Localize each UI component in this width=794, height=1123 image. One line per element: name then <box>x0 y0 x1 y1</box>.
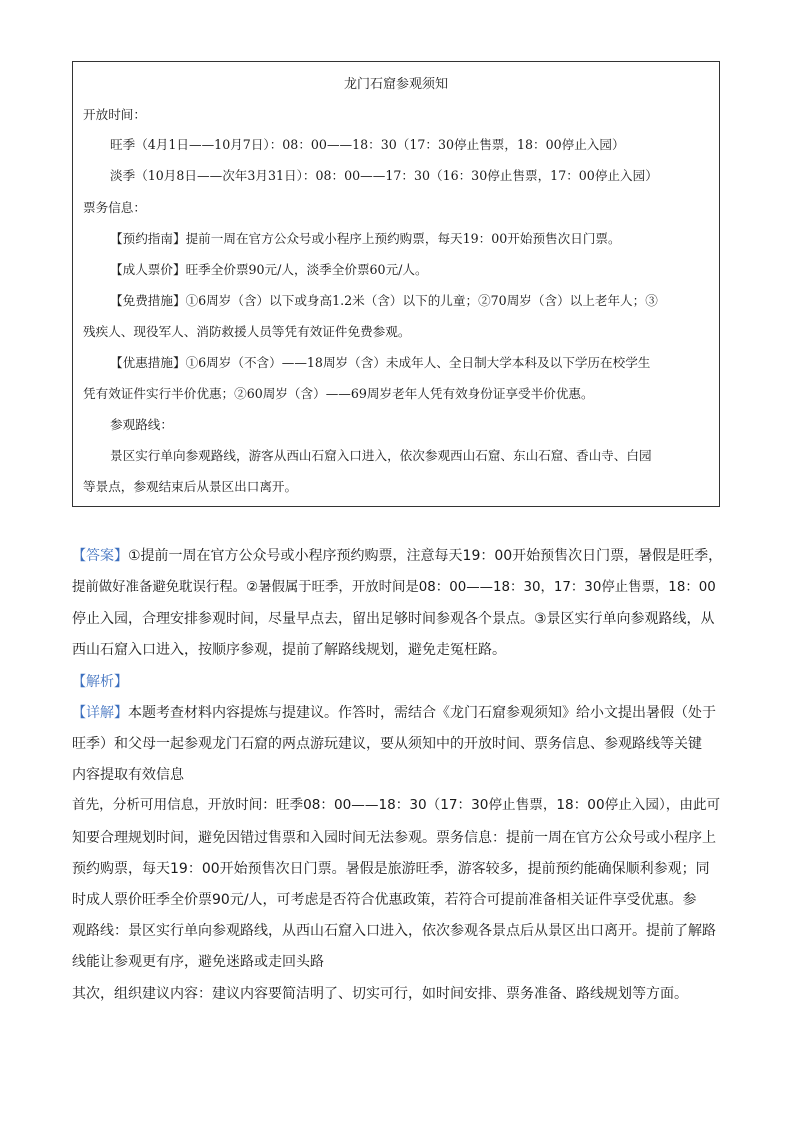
notice-box <box>72 61 720 507</box>
answer-line-1: 【答案】①提前一周在官方公众号或小程序预约购票，注意每天19：00开始预售次日门票，暑假是旺季， <box>72 548 723 564</box>
detail-line-3: 内容提取有效信息 <box>72 767 184 783</box>
off-season-line: 淡季（10月8日——次年3月31日）：08：00——17：30（16：30停止售票，17：00停止入园） <box>110 168 658 183</box>
open-time-label: 开放时间： <box>83 107 146 122</box>
detail-line-1: 【详解】本题考查材料内容提炼与提建议。作答时，需结合《龙门石窟参观须知》给小文提出暑假（处于 <box>72 705 716 721</box>
analysis-para-line-6: 线能让参观更有序，避免迷路或走回头路 <box>72 954 324 970</box>
discount-measures-line-1: 【优惠措施】①6周岁（不含）——18周岁（含）未成年人、全日制大学本科及以下学历在校学生 <box>110 355 651 370</box>
notice-title: 龙门石窟参观须知 <box>343 77 448 92</box>
answer-line-4: 西山石窟入口进入，按顺序参观，提前了解路线规划，避免走冤枉路。 <box>72 642 506 658</box>
detail-line-2: 旺季）和父母一起参观龙门石窟的两点游玩建议，要从须知中的开放时间、票务信息、参观路线等关键 <box>72 736 702 752</box>
analysis-para-line-2: 知要合理规划时间，避免因错过售票和入园时间无法参观。票务信息：提前一周在官方公众号或小程序上 <box>72 830 716 846</box>
analysis-para-line-5: 观路线：景区实行单向参观路线，从西山石窟入口进入，依次参观各景点后从景区出口离开。提前了解路 <box>72 923 716 939</box>
route-line-2: 等景点，参观结束后从景区出口离开。 <box>83 479 298 494</box>
free-measures-line-2: 残疾人、现役军人、消防救援人员等凭有效证件免费参观。 <box>83 324 411 339</box>
route-label: 参观路线： <box>110 417 173 432</box>
route-line-1: 景区实行单向参观路线，游客从西山石窟入口进入，依次参观西山石窟、东山石窟、香山寺、白园 <box>110 448 652 463</box>
peak-season-line: 旺季（4月1日——10月7日）：08：00——18：30（17：30停止售票，18：00停止入园） <box>110 137 625 152</box>
detail-tag: 【详解】 <box>72 705 128 721</box>
analysis-para-line-3: 预约购票，每天19：00开始预售次日门票。暑假是旅游旺季，游客较多，提前预约能确保顺利参观；同 <box>72 861 710 877</box>
analysis-para-line-7: 其次，组织建议内容：建议内容要简洁明了、切实可行，如时间安排、票务准备、路线规划等方面。 <box>72 986 688 1002</box>
answer-line-2: 提前做好准备避免耽误行程。②暑假属于旺季，开放时间是08：00——18：30，17：30停止售票，18：00 <box>72 580 716 595</box>
adult-price: 【成人票价】旺季全价票90元/人，淡季全价票60元/人。 <box>110 262 428 277</box>
analysis-para-line-4: 时成人票价旺季全价票90元/人，可考虑是否符合优惠政策，若符合可提前准备相关证件享受优惠。参 <box>72 892 697 908</box>
reservation-guide: 【预约指南】提前一周在官方公众号或小程序上预约购票，每天19：00开始预售次日门票。 <box>110 231 621 246</box>
ticket-info-label: 票务信息： <box>83 200 146 215</box>
analysis-tag: 【解析】 <box>72 674 128 690</box>
discount-measures-line-2: 凭有效证件实行半价优惠；②60周岁（含）——69周岁老年人凭有效身份证享受半价优惠。 <box>83 386 594 401</box>
analysis-para-line-1: 首先，分析可用信息，开放时间：旺季08：00——18：30（17：30停止售票，18：00停止入园），由此可 <box>72 797 721 813</box>
answer-line-3: 停止入园，合理安排参观时间，尽量早点去，留出足够时间参观各个景点。③景区实行单向参观路线，从 <box>72 611 715 627</box>
free-measures-line-1: 【免费措施】①6周岁（含）以下或身高1.2米（含）以下的儿童；②70周岁（含）以上老年人；③ <box>110 293 658 308</box>
answer-tag: 【答案】 <box>72 548 128 564</box>
